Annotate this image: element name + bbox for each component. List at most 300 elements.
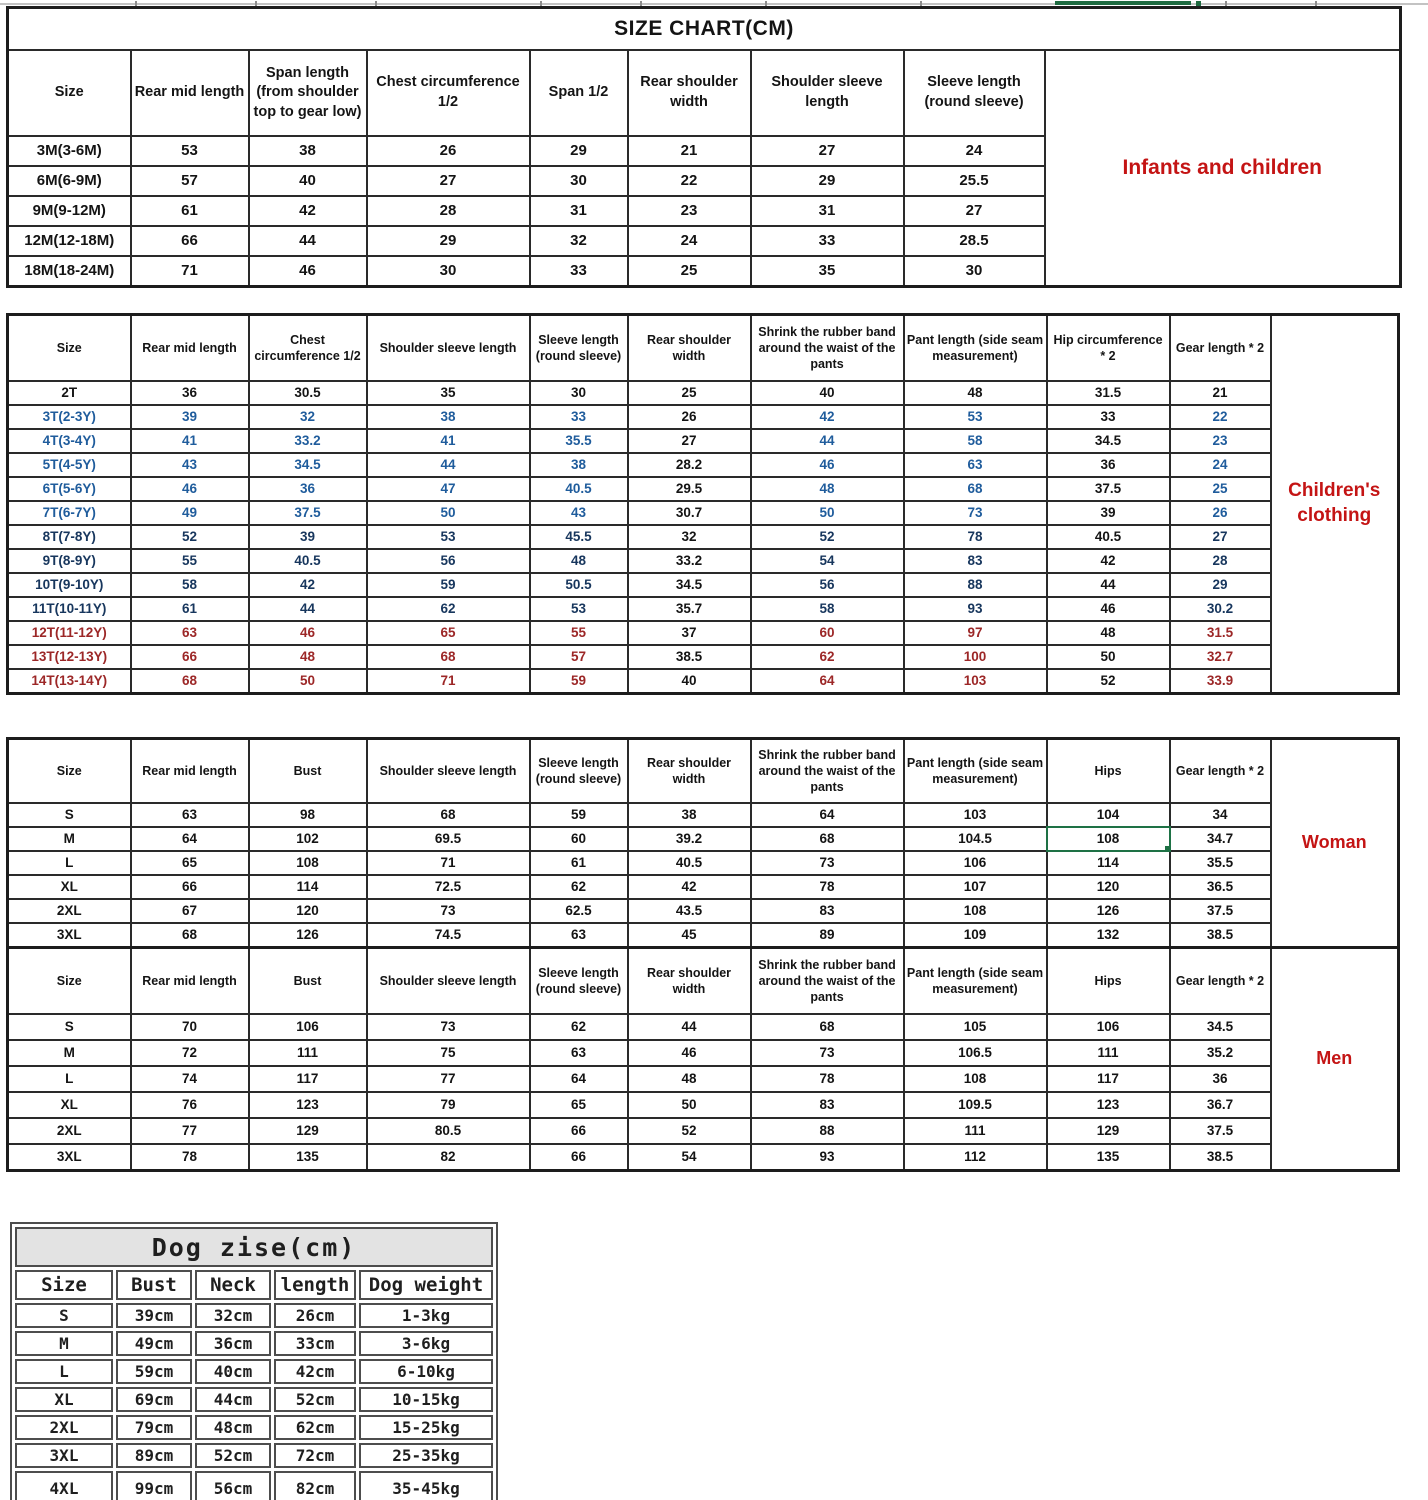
measurement-cell: 79 xyxy=(367,1092,530,1118)
measurement-cell: 73 xyxy=(751,851,904,875)
measurement-cell: 48 xyxy=(249,645,367,669)
measurement-cell: 78 xyxy=(751,1066,904,1092)
size-row-header: S xyxy=(8,1014,131,1040)
size-row-header: L xyxy=(8,851,131,875)
measurement-cell: 44 xyxy=(367,453,530,477)
measurement-cell: 30.2 xyxy=(1170,597,1271,621)
size-row-header: 12T(11-12Y) xyxy=(8,621,131,645)
measurement-cell: 50 xyxy=(1047,645,1170,669)
measurement-cell: 72 xyxy=(131,1040,249,1066)
measurement-cell: 27 xyxy=(1170,525,1271,549)
measurement-cell: 111 xyxy=(1047,1040,1170,1066)
measurement-cell: 73 xyxy=(367,899,530,923)
measurement-cell: 126 xyxy=(1047,899,1170,923)
size-row-header: 3XL xyxy=(8,1144,131,1171)
column-header: Sleeve length (round sleeve) xyxy=(530,315,628,382)
measurement-cell: 29.5 xyxy=(628,477,751,501)
measurement-cell: 53 xyxy=(131,136,249,166)
column-header: Size xyxy=(8,739,131,804)
measurement-cell: 54 xyxy=(751,549,904,573)
measurement-cell: 129 xyxy=(1047,1118,1170,1144)
measurement-cell: 15-25kg xyxy=(359,1415,493,1440)
measurement-cell: 83 xyxy=(904,549,1047,573)
measurement-cell: 78 xyxy=(131,1144,249,1171)
measurement-cell: 100 xyxy=(904,645,1047,669)
column-header: Size xyxy=(8,50,131,136)
column-header: Neck xyxy=(195,1270,271,1300)
measurement-cell: 78 xyxy=(751,875,904,899)
measurement-cell: 37.5 xyxy=(1047,477,1170,501)
measurement-cell: 39.2 xyxy=(628,827,751,851)
size-row-header: L xyxy=(15,1359,113,1384)
measurement-cell: 25-35kg xyxy=(359,1443,493,1468)
measurement-cell: 39cm xyxy=(116,1303,192,1328)
column-header: Shrink the rubber band around the waist of the pants xyxy=(751,315,904,382)
measurement-cell: 59 xyxy=(367,573,530,597)
measurement-cell: 46 xyxy=(628,1040,751,1066)
measurement-cell: 66 xyxy=(530,1118,628,1144)
column-header: Rear shoulder width xyxy=(628,315,751,382)
measurement-cell: 34.5 xyxy=(249,453,367,477)
measurement-cell: 35.2 xyxy=(1170,1040,1271,1066)
measurement-cell: 26 xyxy=(1170,501,1271,525)
measurement-cell: 62 xyxy=(530,875,628,899)
measurement-cell: 43 xyxy=(131,453,249,477)
measurement-cell: 56 xyxy=(367,549,530,573)
column-header: Gear length * 2 xyxy=(1170,739,1271,804)
measurement-cell: 89cm xyxy=(116,1443,192,1468)
measurement-cell: 68 xyxy=(131,923,249,948)
measurement-cell: 44cm xyxy=(195,1387,271,1412)
measurement-cell: 38 xyxy=(530,453,628,477)
measurement-cell: 30.7 xyxy=(628,501,751,525)
measurement-cell: 25 xyxy=(628,256,751,287)
measurement-cell: 65 xyxy=(530,1092,628,1118)
measurement-cell: 36cm xyxy=(195,1331,271,1356)
measurement-cell: 111 xyxy=(904,1118,1047,1144)
measurement-cell: 53 xyxy=(530,597,628,621)
measurement-cell: 117 xyxy=(249,1066,367,1092)
measurement-cell: 44 xyxy=(628,1014,751,1040)
measurement-cell: 63 xyxy=(904,453,1047,477)
measurement-cell: 50 xyxy=(751,501,904,525)
measurement-cell: 38 xyxy=(367,405,530,429)
measurement-cell: 31.5 xyxy=(1170,621,1271,645)
measurement-cell: 58 xyxy=(131,573,249,597)
column-header: Hips xyxy=(1047,739,1170,804)
measurement-cell: 67 xyxy=(131,899,249,923)
column-header: Pant length (side seam measurement) xyxy=(904,739,1047,804)
measurement-cell: 50.5 xyxy=(530,573,628,597)
measurement-cell: 71 xyxy=(131,256,249,287)
measurement-cell: 34.5 xyxy=(1047,429,1170,453)
measurement-cell: 24 xyxy=(628,226,751,256)
measurement-cell: 37 xyxy=(628,621,751,645)
measurement-cell: 68 xyxy=(751,1014,904,1040)
column-header: Shrink the rubber band around the waist of the pants xyxy=(751,739,904,804)
size-row-header: M xyxy=(8,1040,131,1066)
measurement-cell: 68 xyxy=(367,645,530,669)
measurement-cell: 70 xyxy=(131,1014,249,1040)
children-clothing-grid xyxy=(6,313,1400,695)
measurement-cell: 27 xyxy=(751,136,904,166)
measurement-cell: 36.7 xyxy=(1170,1092,1271,1118)
measurement-cell: 69cm xyxy=(116,1387,192,1412)
size-row-header: 11T(10-11Y) xyxy=(8,597,131,621)
measurement-cell: 25 xyxy=(628,381,751,405)
column-header: Shoulder sleeve length xyxy=(367,948,530,1015)
measurement-cell: 120 xyxy=(249,899,367,923)
column-header: Sleeve length (round sleeve) xyxy=(530,948,628,1015)
measurement-cell: 66 xyxy=(131,875,249,899)
measurement-cell: 30 xyxy=(530,166,628,196)
measurement-cell: 47 xyxy=(367,477,530,501)
column-header: Rear shoulder width xyxy=(628,739,751,804)
measurement-cell: 39 xyxy=(1047,501,1170,525)
measurement-cell: 28 xyxy=(1170,549,1271,573)
size-row-header: S xyxy=(15,1303,113,1328)
column-header: Rear mid length xyxy=(131,315,249,382)
measurement-cell: 126 xyxy=(249,923,367,948)
measurement-cell: 38.5 xyxy=(1170,1144,1271,1171)
measurement-cell: 83 xyxy=(751,899,904,923)
measurement-cell: 21 xyxy=(1170,381,1271,405)
measurement-cell: 38.5 xyxy=(1170,923,1271,948)
size-row-header: 6T(5-6Y) xyxy=(8,477,131,501)
measurement-cell: 57 xyxy=(131,166,249,196)
measurement-cell: 36 xyxy=(1170,1066,1271,1092)
measurement-cell: 104.5 xyxy=(904,827,1047,851)
measurement-cell: 40 xyxy=(249,166,367,196)
measurement-cell: 55 xyxy=(131,549,249,573)
measurement-cell: 35.5 xyxy=(1170,851,1271,875)
measurement-cell: 21 xyxy=(628,136,751,166)
measurement-cell: 83 xyxy=(751,1092,904,1118)
measurement-cell: 37.5 xyxy=(249,501,367,525)
size-row-header: L xyxy=(8,1066,131,1092)
measurement-cell: 48 xyxy=(904,381,1047,405)
measurement-cell: 24 xyxy=(1170,453,1271,477)
measurement-cell: 42 xyxy=(249,573,367,597)
measurement-cell: 27 xyxy=(628,429,751,453)
measurement-cell: 50 xyxy=(249,669,367,694)
men-size-table xyxy=(6,946,1400,1172)
measurement-cell: 44 xyxy=(751,429,904,453)
measurement-cell: 114 xyxy=(249,875,367,899)
column-header: Sleeve length (round sleeve) xyxy=(904,50,1045,136)
measurement-cell: 48 xyxy=(628,1066,751,1092)
column-header: Span 1/2 xyxy=(530,50,628,136)
measurement-cell: 93 xyxy=(904,597,1047,621)
dog-size-table xyxy=(10,1222,498,1500)
measurement-cell: 48 xyxy=(1047,621,1170,645)
measurement-cell: 36.5 xyxy=(1170,875,1271,899)
measurement-cell: 45 xyxy=(628,923,751,948)
measurement-cell: 57 xyxy=(530,645,628,669)
measurement-cell: 73 xyxy=(904,501,1047,525)
measurement-cell: 52cm xyxy=(195,1443,271,1468)
category-label: Men xyxy=(1271,948,1399,1171)
measurement-cell: 37.5 xyxy=(1170,1118,1271,1144)
dog-size-grid xyxy=(10,1222,498,1500)
measurement-cell: 41 xyxy=(131,429,249,453)
measurement-cell: 108 xyxy=(904,1066,1047,1092)
category-label: Children's clothing xyxy=(1271,315,1399,694)
size-row-header: 9T(8-9Y) xyxy=(8,549,131,573)
measurement-cell: 42cm xyxy=(274,1359,356,1384)
measurement-cell: 33 xyxy=(1047,405,1170,429)
measurement-cell: 105 xyxy=(904,1014,1047,1040)
measurement-cell: 32 xyxy=(530,226,628,256)
measurement-cell: 31 xyxy=(530,196,628,226)
men-grid xyxy=(6,946,1400,1172)
children-size-table xyxy=(6,313,1400,695)
measurement-cell: 42 xyxy=(249,196,367,226)
measurement-cell: 36 xyxy=(249,477,367,501)
measurement-cell: 68 xyxy=(131,669,249,694)
category-label: Infants and children xyxy=(1045,50,1401,287)
size-row-header: 4T(3-4Y) xyxy=(8,429,131,453)
measurement-cell: 55 xyxy=(530,621,628,645)
size-row-header: 2XL xyxy=(8,899,131,923)
size-row-header: 14T(13-14Y) xyxy=(8,669,131,694)
measurement-cell: 102 xyxy=(249,827,367,851)
measurement-cell: 48cm xyxy=(195,1415,271,1440)
column-header: Rear mid length xyxy=(131,50,249,136)
measurement-cell: 34.7 xyxy=(1170,827,1271,851)
measurement-cell: 123 xyxy=(1047,1092,1170,1118)
size-row-header: 12M(12-18M) xyxy=(8,226,131,256)
measurement-cell: 59cm xyxy=(116,1359,192,1384)
size-row-header: 5T(4-5Y) xyxy=(8,453,131,477)
measurement-cell: 53 xyxy=(367,525,530,549)
measurement-cell: 56 xyxy=(751,573,904,597)
selection-remnant-line xyxy=(1055,1,1191,5)
size-row-header: M xyxy=(8,827,131,851)
measurement-cell: 42 xyxy=(751,405,904,429)
measurement-cell: 46 xyxy=(131,477,249,501)
measurement-cell: 40 xyxy=(628,669,751,694)
measurement-cell: 35 xyxy=(367,381,530,405)
column-header: Pant length (side seam measurement) xyxy=(904,948,1047,1015)
measurement-cell: 40.5 xyxy=(249,549,367,573)
measurement-cell: 36 xyxy=(131,381,249,405)
measurement-cell: 108 xyxy=(249,851,367,875)
measurement-cell: 106 xyxy=(904,851,1047,875)
measurement-cell: 30.5 xyxy=(249,381,367,405)
measurement-cell: 111 xyxy=(249,1040,367,1066)
measurement-cell: 36 xyxy=(1047,453,1170,477)
measurement-cell: 135 xyxy=(249,1144,367,1171)
measurement-cell: 49cm xyxy=(116,1331,192,1356)
measurement-cell: 44 xyxy=(249,597,367,621)
measurement-cell: 72.5 xyxy=(367,875,530,899)
column-header: Bust xyxy=(116,1270,192,1300)
size-row-header: 4XL xyxy=(15,1471,113,1500)
measurement-cell: 29 xyxy=(530,136,628,166)
size-row-header: 9M(9-12M) xyxy=(8,196,131,226)
size-row-header: 10T(9-10Y) xyxy=(8,573,131,597)
measurement-cell: 40.5 xyxy=(628,851,751,875)
measurement-cell: 43 xyxy=(530,501,628,525)
measurement-cell: 34 xyxy=(1170,803,1271,827)
measurement-cell: 44 xyxy=(249,226,367,256)
measurement-cell: 1-3kg xyxy=(359,1303,493,1328)
measurement-cell: 106 xyxy=(1047,1014,1170,1040)
measurement-cell: 62 xyxy=(751,645,904,669)
column-header: Size xyxy=(8,315,131,382)
measurement-cell: 40 xyxy=(751,381,904,405)
column-header: Size xyxy=(8,948,131,1015)
measurement-cell: 42 xyxy=(1047,549,1170,573)
measurement-cell: 52 xyxy=(751,525,904,549)
measurement-cell: 103 xyxy=(904,669,1047,694)
measurement-cell: 135 xyxy=(1047,1144,1170,1171)
measurement-cell: 68 xyxy=(904,477,1047,501)
measurement-cell: 34.5 xyxy=(628,573,751,597)
adults-size-tables xyxy=(6,737,1400,1172)
column-header: Pant length (side seam measurement) xyxy=(904,315,1047,382)
measurement-cell: 33.2 xyxy=(249,429,367,453)
measurement-cell: 52 xyxy=(628,1118,751,1144)
measurement-cell: 53 xyxy=(904,405,1047,429)
measurement-cell: 22 xyxy=(628,166,751,196)
measurement-cell: 33 xyxy=(530,405,628,429)
dog-size-title: Dog zise(cm) xyxy=(15,1227,493,1267)
measurement-cell: 68 xyxy=(367,803,530,827)
measurement-cell: 69.5 xyxy=(367,827,530,851)
measurement-cell: 41 xyxy=(367,429,530,453)
measurement-cell: 46 xyxy=(1047,597,1170,621)
measurement-cell: 75 xyxy=(367,1040,530,1066)
measurement-cell: 56cm xyxy=(195,1471,271,1500)
measurement-cell: 28.5 xyxy=(904,226,1045,256)
measurement-cell: 26 xyxy=(367,136,530,166)
measurement-cell: 43.5 xyxy=(628,899,751,923)
column-header: Bust xyxy=(249,739,367,804)
measurement-cell: 29 xyxy=(367,226,530,256)
measurement-cell: 35.5 xyxy=(530,429,628,453)
measurement-cell: 46 xyxy=(249,621,367,645)
measurement-cell: 107 xyxy=(904,875,1047,899)
measurement-cell: 30 xyxy=(367,256,530,287)
measurement-cell: 50 xyxy=(628,1092,751,1118)
size-row-header: 3M(3-6M) xyxy=(8,136,131,166)
size-row-header: 8T(7-8Y) xyxy=(8,525,131,549)
measurement-cell: 120 xyxy=(1047,875,1170,899)
measurement-cell: 106.5 xyxy=(904,1040,1047,1066)
column-header: Shoulder sleeve length xyxy=(751,50,904,136)
measurement-cell: 27 xyxy=(367,166,530,196)
size-row-header: 3T(2-3Y) xyxy=(8,405,131,429)
measurement-cell: 99cm xyxy=(116,1471,192,1500)
measurement-cell: 66 xyxy=(131,226,249,256)
column-header: Size xyxy=(15,1270,113,1300)
measurement-cell: 45.5 xyxy=(530,525,628,549)
infants-size-table xyxy=(6,6,1402,288)
measurement-cell: 48 xyxy=(530,549,628,573)
measurement-cell: 74 xyxy=(131,1066,249,1092)
measurement-cell: 25 xyxy=(1170,477,1271,501)
measurement-cell: 6-10kg xyxy=(359,1359,493,1384)
measurement-cell: 71 xyxy=(367,669,530,694)
woman-grid xyxy=(6,737,1400,949)
measurement-cell: 109 xyxy=(904,923,1047,948)
measurement-cell: 33 xyxy=(751,226,904,256)
column-header: Chest circumference 1/2 xyxy=(367,50,530,136)
column-header: Gear length * 2 xyxy=(1170,948,1271,1015)
measurement-cell: 78 xyxy=(904,525,1047,549)
measurement-cell: 60 xyxy=(530,827,628,851)
column-header: Sleeve length (round sleeve) xyxy=(530,739,628,804)
size-row-header: XL xyxy=(15,1387,113,1412)
column-header: Hips xyxy=(1047,948,1170,1015)
measurement-cell: 114 xyxy=(1047,851,1170,875)
measurement-cell: 54 xyxy=(628,1144,751,1171)
measurement-cell: 76 xyxy=(131,1092,249,1118)
measurement-cell: 38.5 xyxy=(628,645,751,669)
measurement-cell: 23 xyxy=(1170,429,1271,453)
measurement-cell: 28.2 xyxy=(628,453,751,477)
measurement-cell: 44 xyxy=(1047,573,1170,597)
measurement-cell: 39 xyxy=(131,405,249,429)
measurement-cell: 66 xyxy=(131,645,249,669)
size-row-header: M xyxy=(15,1331,113,1356)
measurement-cell: 46 xyxy=(249,256,367,287)
measurement-cell: 62 xyxy=(367,597,530,621)
measurement-cell: 63 xyxy=(530,923,628,948)
measurement-cell: 104 xyxy=(1047,803,1170,827)
measurement-cell: 37.5 xyxy=(1170,899,1271,923)
measurement-cell: 62cm xyxy=(274,1415,356,1440)
column-header: Shrink the rubber band around the waist of the pants xyxy=(751,948,904,1015)
measurement-cell: 29 xyxy=(751,166,904,196)
measurement-cell: 29 xyxy=(1170,573,1271,597)
measurement-cell: 46 xyxy=(751,453,904,477)
measurement-cell: 89 xyxy=(751,923,904,948)
measurement-cell: 30 xyxy=(904,256,1045,287)
column-header: Gear length * 2 xyxy=(1170,315,1271,382)
measurement-cell: 88 xyxy=(904,573,1047,597)
measurement-cell: 59 xyxy=(530,669,628,694)
measurement-cell: 61 xyxy=(530,851,628,875)
measurement-cell: 63 xyxy=(131,803,249,827)
measurement-cell: 108 xyxy=(904,899,1047,923)
gridline-horizontal xyxy=(0,3,1428,5)
measurement-cell: 109.5 xyxy=(904,1092,1047,1118)
measurement-cell: 64 xyxy=(131,827,249,851)
measurement-cell: 68 xyxy=(751,827,904,851)
measurement-cell: 10-15kg xyxy=(359,1387,493,1412)
column-header: Hip circumference * 2 xyxy=(1047,315,1170,382)
measurement-cell: 38 xyxy=(249,136,367,166)
measurement-cell: 72cm xyxy=(274,1443,356,1468)
size-row-header: 3XL xyxy=(8,923,131,948)
measurement-cell: 59 xyxy=(530,803,628,827)
measurement-cell: 58 xyxy=(751,597,904,621)
category-label: Woman xyxy=(1271,739,1399,948)
measurement-cell: 32.7 xyxy=(1170,645,1271,669)
size-row-header: 2XL xyxy=(15,1415,113,1440)
measurement-cell: 88 xyxy=(751,1118,904,1144)
measurement-cell: 38 xyxy=(628,803,751,827)
measurement-cell: 106 xyxy=(249,1014,367,1040)
column-header: length xyxy=(274,1270,356,1300)
size-row-header: 6M(6-9M) xyxy=(8,166,131,196)
measurement-cell: 33 xyxy=(530,256,628,287)
measurement-cell: 132 xyxy=(1047,923,1170,948)
measurement-cell: 61 xyxy=(131,597,249,621)
